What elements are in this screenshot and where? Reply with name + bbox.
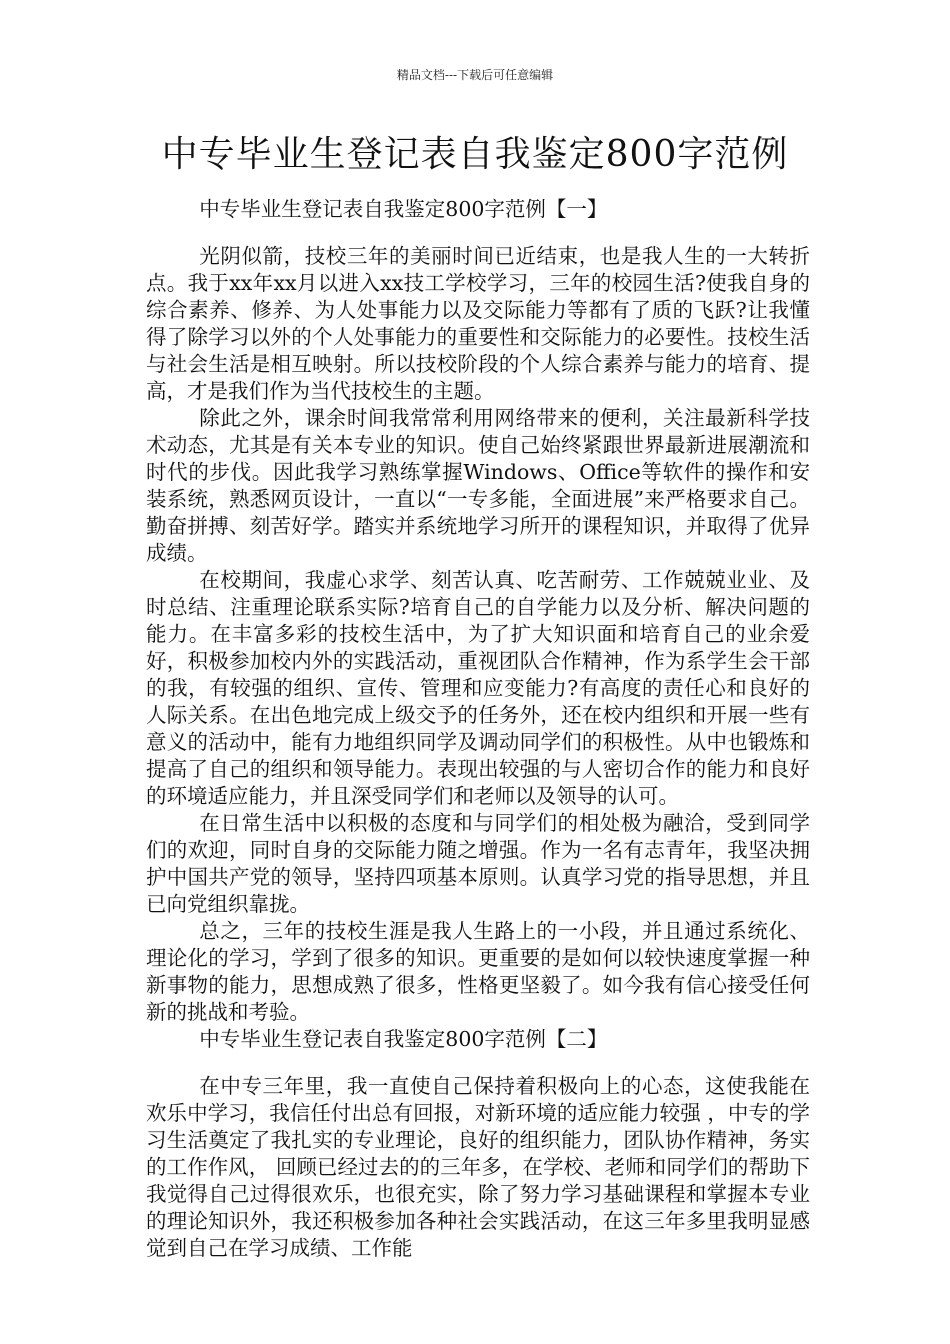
paragraph: 在日常生活中以积极的态度和与同学们的相处极为融洽，受到同学们的欢迎，同时自身的交际能力随之增强。作为一名有志青年，我坚决拥护中国共产党的领导，坚持四项基本原则。认真学习党的指导思想，并且已向党组织靠拢。 [146, 811, 810, 916]
document-title: 中专毕业生登记表自我鉴定800字范例 [161, 134, 789, 175]
paragraph: 在校期间，我虚心求学、刻苦认真、吃苦耐劳、工作兢兢业业、及时总结、注重理论联系实际?培育自己的自学能力以及分析、解决问题的能力。在丰富多彩的技校生活中，为了扩大知识面和培育自己的业余爱好，积极参加校内外的实践活动，重视团队合作精神，作为系学生会干部的我，有较强的组织、宣传、管理和应变能力?有高度的责任心和良好的人际关系。在出色地完成上级交予的任务外，还在校内组织和开展一些有意义的活动中，能有力地组织同学及调动同学们的积极性。从中也锻炼和提高了自己的组织和领导能力。表现出较强的与人密切合作的能力和良好的环境适应能力，并且深受同学们和老师以及领导的认可。 [146, 568, 810, 808]
paragraph: 除此之外，课余时间我常常利用网络带来的便利，关注最新科学技术动态，尤其是有关本专业的知识。使自己始终紧跟世界最新进展潮流和时代的步伐。因此我学习熟练掌握Windows、Office等软件的操作和安装系统，熟悉网页设计，一直以“一专多能，全面进展”来严格要求自己。勤奋拼搏、刻苦好学。踏实并系统地学习所开的课程知识，并取得了优异成绩。 [146, 406, 810, 565]
paragraph: 在中专三年里，我一直使自己保持着积极向上的心态，这使我能在欢乐中学习，我信任付出总有回报，对新环境的适应能力较强 ，中专的学习生活奠定了我扎实的专业理论，良好的组织能力，团队协作精神，务实的工作作风， 回顾已经过去的的三年多，在学校、老师和同学们的帮助下我觉得自己过得很欢乐，也很充实，除了努力学习基础课程和掌握本专业的理论知识外，我还积极参加各种社会实践活动，在这三年多里我明显感觉到自己在学习成绩、工作能 [146, 1074, 810, 1260]
section-heading-1: 中专毕业生登记表自我鉴定800字范例【一】 [199, 197, 608, 221]
section-heading-2: 中专毕业生登记表自我鉴定800字范例【二】 [199, 1027, 608, 1051]
header-note: 精品文档---下载后可任意编辑 [396, 68, 554, 82]
document-body [146, 196, 810, 1262]
spacer [146, 1053, 810, 1073]
paragraph: 总之，三年的技校生涯是我人生路上的一小段，并且通过系统化、理论化的学习，学到了很多的知识。更重要的是如何以较快速度掌握一种新事物的能力，思想成熟了很多，性格更坚毅了。如今我有信心接受任何新的挑战和考验。 [146, 919, 810, 1024]
paragraph: 光阴似箭，技校三年的美丽时间已近结束，也是我人生的一大转折点。我于xx年xx月以进入xx技工学校学习，三年的校园生活?使我自身的综合素养、修养、为人处事能力以及交际能力等都有了质的飞跃?让我懂得了除学习以外的个人处事能力的重要性和交际能力的必要性。技校生活与社会生活是相互映射。所以技校阶段的个人综合素养与能力的培育、提高，才是我们作为当代技校生的主题。 [146, 244, 810, 403]
spacer [146, 223, 810, 243]
